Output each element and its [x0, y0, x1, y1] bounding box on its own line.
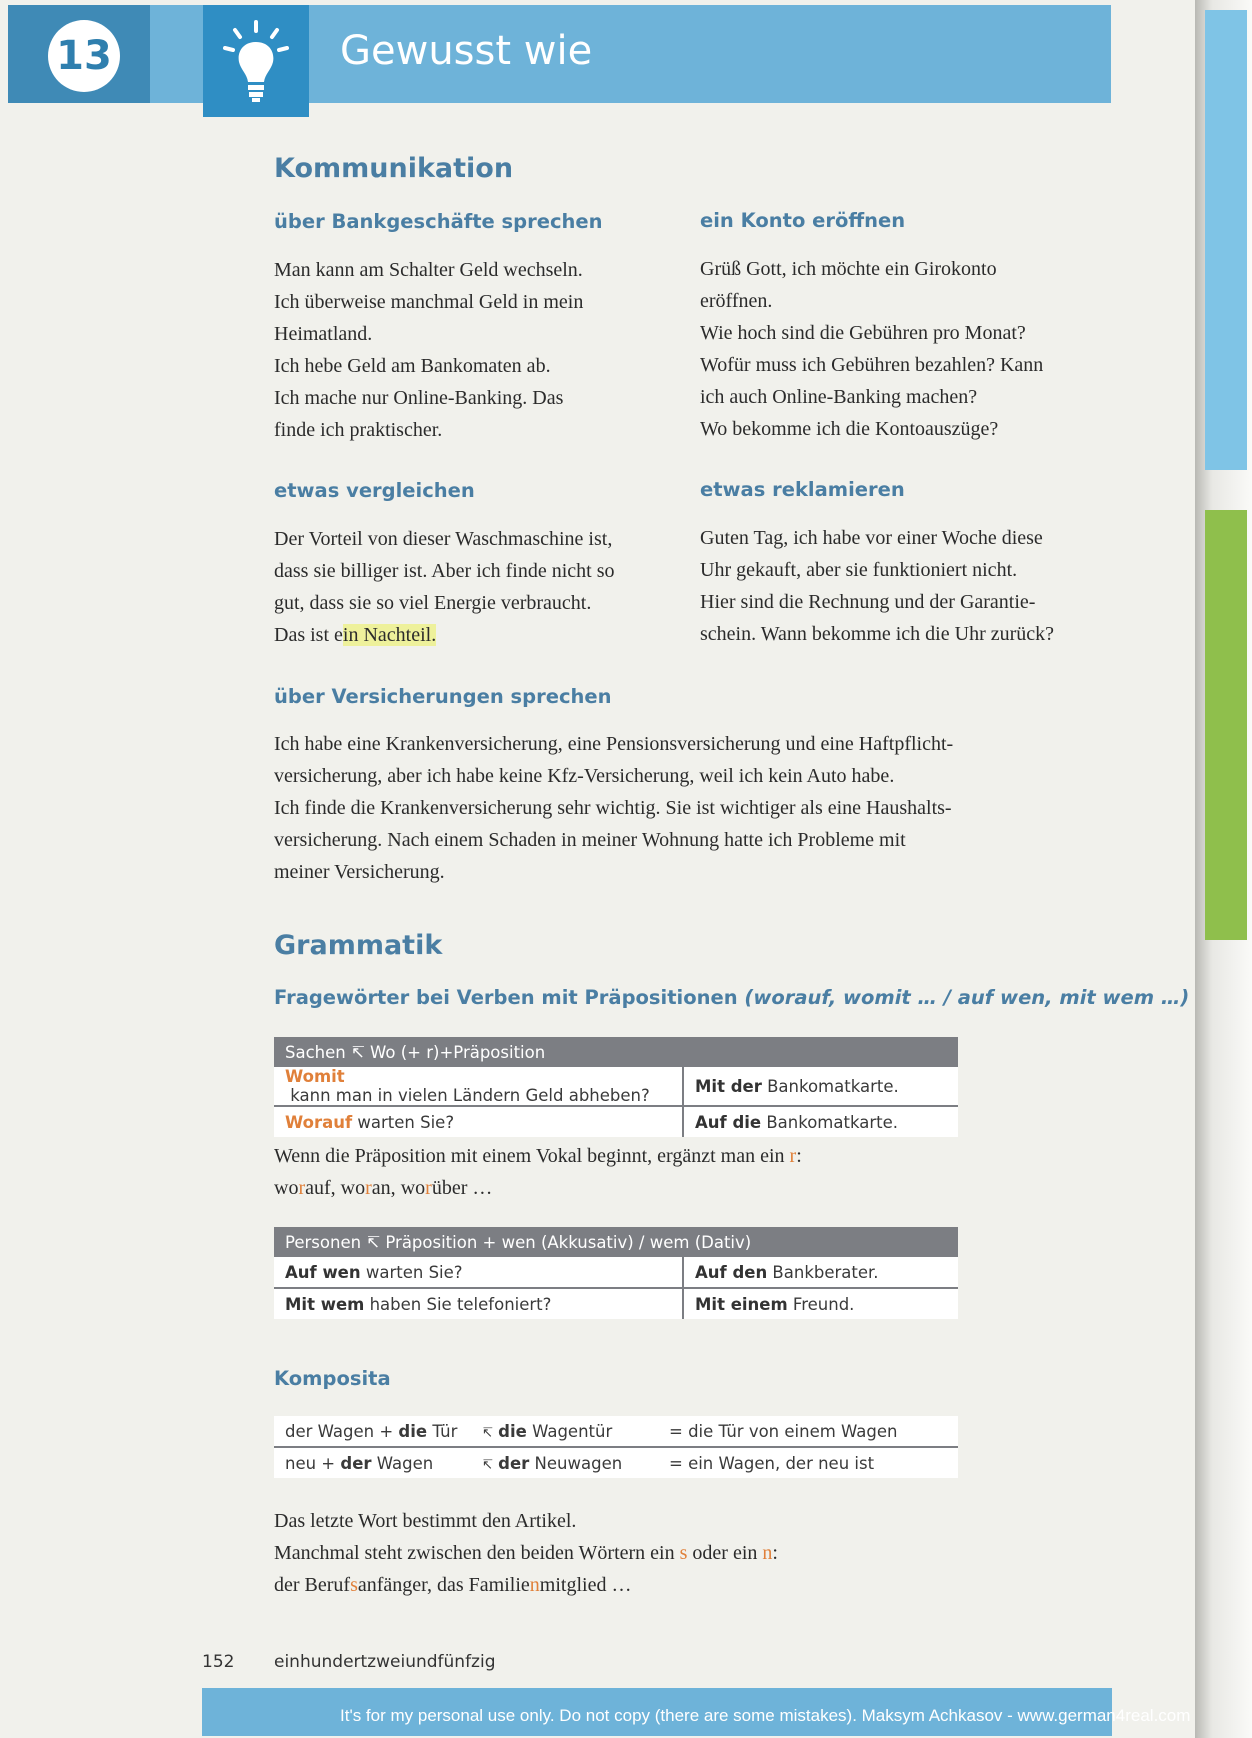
answer-prep: Auf die — [695, 1112, 762, 1132]
text-line: Wofür muss ich Gebühren bezahlen? Kann — [700, 354, 1044, 376]
letter-s: s — [679, 1542, 688, 1564]
subheading-komposita: Komposita — [274, 1367, 391, 1390]
text-line: gut, dass sie so viel Energie verbraucht. — [274, 592, 592, 614]
letter-n: n — [529, 1574, 540, 1596]
text-line: versicherung. Nach einem Schaden in meiner Wohnung hatte ich Probleme mit — [274, 829, 906, 851]
text-segment: Das ist e — [274, 624, 343, 646]
article: die — [398, 1421, 428, 1441]
chapter-number: 13 — [48, 20, 120, 92]
example-r: r — [365, 1177, 372, 1199]
answer-cell — [683, 1067, 958, 1106]
text-line: ich auch Online-Banking machen? — [700, 386, 978, 408]
answer-cell — [683, 1257, 958, 1288]
table-header: Sachen ↸ Wo (+ r)+Präposition — [274, 1037, 958, 1067]
lightbulb-icon — [221, 18, 291, 104]
question-word: Worauf — [285, 1112, 353, 1132]
sachen-table — [274, 1037, 958, 1137]
text-line — [274, 1140, 802, 1172]
text-segment: der Beruf — [274, 1574, 351, 1596]
text-segment: Neuwagen — [529, 1453, 623, 1473]
compound-parts — [274, 1447, 471, 1478]
page-number: 152 — [202, 1652, 235, 1672]
question-cell — [274, 1106, 683, 1137]
example-part: über … — [431, 1177, 493, 1199]
text-segment: der Wagen + — [285, 1421, 399, 1441]
table-row — [274, 1447, 958, 1478]
question-cell — [274, 1067, 683, 1106]
text-line: Wie hoch sind die Gebühren pro Monat? — [700, 322, 1026, 344]
versicherungen-text — [274, 728, 953, 888]
letter-n: n — [762, 1542, 773, 1564]
arrow-icon: ↸ — [482, 1425, 493, 1441]
text-line: dass sie billiger ist. Aber ich finde nicht so — [274, 560, 615, 582]
rule-text: Wenn die Präposition mit einem Vokal beginnt, ergänzt man ein — [274, 1145, 790, 1167]
vergleichen-text — [274, 523, 615, 651]
text-segment: : — [772, 1542, 778, 1564]
question-cell — [274, 1257, 683, 1288]
letter-s: s — [350, 1574, 358, 1596]
table-row — [274, 1288, 958, 1319]
subheading-examples: (worauf, womit … / auf wen, mit wem …) — [744, 986, 1190, 1009]
table-header: Personen ↸ Präposition + wen (Akkusativ) / wem (Dativ) — [274, 1227, 958, 1257]
question-rest: haben Sie telefoniert? — [364, 1294, 552, 1314]
konto-text — [700, 253, 1043, 445]
table-row — [274, 1257, 958, 1288]
question-rest: kann man in vielen Ländern Geld abheben? — [285, 1086, 650, 1105]
compound-meaning: = die Tür von einem Wagen — [658, 1416, 958, 1447]
text-line — [274, 1172, 802, 1204]
text-line: Ich finde die Krankenversicherung sehr wichtig. Sie ist wichtiger als eine Haushalts- — [274, 797, 952, 819]
example-r: r — [425, 1177, 432, 1199]
article: der — [498, 1453, 530, 1473]
answer-rest: Bankomatkarte. — [761, 1112, 898, 1132]
text-line: Ich habe eine Krankenversicherung, eine Pensionsversicherung und eine Haftpflicht- — [274, 733, 954, 755]
answer-prep: Auf den — [695, 1262, 768, 1282]
section-heading-grammatik: Grammatik — [274, 930, 443, 961]
text-line: Hier sind die Rechnung und der Garantie- — [700, 591, 1036, 613]
question-word: Womit — [285, 1067, 345, 1086]
text-line: schein. Wann bekomme ich die Uhr zurück? — [700, 623, 1055, 645]
compound-parts — [274, 1416, 471, 1447]
text-line: Guten Tag, ich habe vor einer Woche diese — [700, 527, 1043, 549]
article: der — [340, 1453, 372, 1473]
reklamieren-text — [700, 522, 1054, 650]
answer-prep: Mit der — [695, 1076, 762, 1096]
question-rest: warten Sie? — [360, 1262, 463, 1282]
question-rest: warten Sie? — [352, 1112, 455, 1132]
text-line: meiner Versicherung. — [274, 861, 445, 883]
example-part: wo — [400, 1177, 426, 1199]
answer-cell — [683, 1288, 958, 1319]
next-page-strip — [1205, 10, 1247, 470]
text-segment: Tür — [427, 1421, 458, 1441]
text-line: finde ich praktischer. — [274, 419, 443, 441]
subheading-konto: ein Konto eröffnen — [700, 209, 906, 232]
table-row — [274, 1067, 958, 1106]
text-line: Grüß Gott, ich möchte ein Girokonto — [700, 258, 997, 280]
text-line — [274, 1537, 778, 1569]
example-part: wo — [274, 1177, 299, 1199]
text-segment: Wagen — [371, 1453, 434, 1473]
text-line — [274, 619, 615, 651]
text-line — [274, 1569, 778, 1601]
page-title: Gewusst wie — [340, 28, 593, 74]
subheading-bankgeschaefte: über Bankgeschäfte sprechen — [274, 210, 603, 233]
arrow-icon: ↸ — [482, 1457, 493, 1473]
komposita-table — [274, 1416, 958, 1478]
highlighted-text: in Nachteil. — [342, 624, 437, 646]
text-line: Ich hebe Geld am Bankomaten ab. — [274, 355, 551, 377]
subheading-vergleichen: etwas vergleichen — [274, 479, 475, 502]
answer-rest: Bankberater. — [767, 1262, 879, 1282]
example-part: wo — [340, 1177, 366, 1199]
answer-prep: Mit einem — [695, 1294, 788, 1314]
rule-letter: r — [789, 1145, 797, 1167]
vokal-rule-text — [274, 1140, 802, 1204]
text-line: Der Vorteil von dieser Waschmaschine ist, — [274, 528, 613, 550]
compound-meaning: = ein Wagen, der neu ist — [658, 1447, 958, 1478]
answer-cell — [683, 1106, 958, 1137]
text-segment: anfänger, das Familie — [357, 1574, 530, 1596]
text-line: Uhr gekauft, aber sie funktioniert nicht. — [700, 559, 1018, 581]
text-line: eröffnen. — [700, 290, 773, 312]
text-line: Wo bekomme ich die Kontoauszüge? — [700, 418, 999, 440]
question-word: Auf wen — [285, 1262, 361, 1282]
bankgeschaefte-text — [274, 254, 583, 446]
text-segment: Wagentür — [526, 1421, 613, 1441]
table-row — [274, 1416, 958, 1447]
answer-rest: Bankomatkarte. — [761, 1076, 899, 1096]
table-row — [274, 1106, 958, 1137]
subheading-text: Fragewörter bei Verben mit Präpositionen — [274, 986, 738, 1009]
personen-table — [274, 1227, 958, 1319]
example-r: r — [298, 1177, 306, 1199]
section-heading-kommunikation: Kommunikation — [274, 153, 514, 184]
text-segment: mitglied … — [539, 1574, 632, 1596]
text-line: Heimatland. — [274, 323, 373, 345]
text-segment: oder ein — [687, 1542, 763, 1564]
text-line: Das letzte Wort bestimmt den Artikel. — [274, 1510, 577, 1532]
answer-rest: Freund. — [787, 1294, 855, 1314]
subheading-versicherungen: über Versicherungen sprechen — [274, 685, 612, 708]
question-word: Mit wem — [285, 1294, 365, 1314]
text-line: Ich mache nur Online-Banking. Das — [274, 387, 564, 409]
watermark-text: It's for my personal use only. Do not copy (there are some mistakes). Maksym Achkasov - www.german4real.com — [340, 1706, 1191, 1725]
question-cell — [274, 1288, 683, 1319]
text-segment: Manchmal steht zwischen den beiden Wörtern ein — [274, 1542, 680, 1564]
text-line: Man kann am Schalter Geld wechseln. — [274, 259, 583, 281]
article: die — [498, 1421, 527, 1441]
lightbulb-icon-box — [203, 5, 309, 117]
subheading-fragewoerter — [274, 986, 1189, 1009]
text-line: Ich überweise manchmal Geld in mein — [274, 291, 584, 313]
compound-result — [471, 1416, 658, 1447]
example-part: auf, — [305, 1177, 341, 1199]
rule-colon: : — [796, 1145, 802, 1167]
page-number-word: einhundertzweiundfünfzig — [274, 1652, 496, 1672]
subheading-reklamieren: etwas reklamieren — [700, 478, 905, 501]
text-line: versicherung, aber ich habe keine Kfz-Versicherung, weil ich kein Auto habe. — [274, 765, 895, 787]
compound-result — [471, 1447, 658, 1478]
next-page-photo-strip — [1205, 510, 1247, 940]
text-segment: neu + — [285, 1453, 341, 1473]
example-part: an, — [371, 1177, 401, 1199]
komposita-rules — [274, 1505, 778, 1601]
